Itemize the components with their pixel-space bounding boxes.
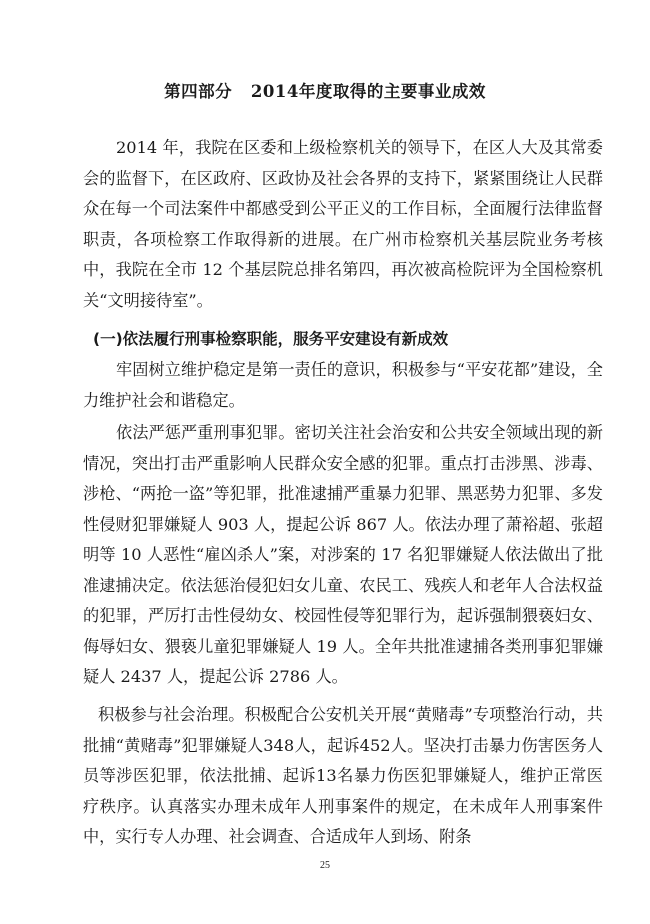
crime-punishment-paragraph: 依法严惩严重刑事犯罪。密切关注社会治安和公共安全领域出现的新情况，突出打击严重影响人民群众安全感的犯罪。重点打击涉黑、涉毒、涉枪、“两抢一盗”等犯罪，批准逮捕严重暴力犯罪、黑恶势力犯罪、多发性侵财犯罪嫌疑人 903 人，提起公诉 867 人。依法办理了萧裕超、张超明等 10 人恶性“雇凶杀人”案，对涉案的 17 名犯罪嫌疑人依法做出了批准逮捕决定。依法惩治侵犯妇女儿童、农民工、残疾人和老年人合法权益的犯罪，严厉打击性侵幼女、校园性侵等犯罪行为，起诉强制猥亵妇女、侮辱妇女、猥亵儿童犯罪嫌疑人 19 人。全年共批准逮捕各类刑事犯罪嫌疑人 2437 人，提起公诉 2786 人。 [83,423,603,686]
section-title: 第四部分 2014年度取得的主要事业成效 [164,82,486,101]
stability-paragraph: 牢固树立维护稳定是第一责任的意识，积极参与“平安花都”建设，全力维护社会和谐稳定。 [83,360,603,410]
subsection-heading: (一)依法履行刑事检察职能，服务平安建设有新成效 [93,330,449,348]
intro-paragraph: 2014 年，我院在区委和上级检察机关的领导下，在区人大及其常委会的监督下，在区政府、区政协及社会各界的支持下，紧紧围绕让人民群众在每一个司法案件中都感受到公平正义的工作目标，全面履行法律监督职责，各项检察工作取得新的进展。在广州市检察机关基层院业务考核中，我院在全市 12 个基层院总排名第四，再次被高检院评为全国检察机关“文明接待室”。 [83,138,603,310]
social-governance-paragraph: 积极参与社会治理。积极配合公安机关开展“黄赌毒”专项整治行动，共批捕“黄赌毒”犯罪嫌疑人348人，起诉452人。坚决打击暴力伤害医务人员等涉医犯罪，依法批捕、起诉13名暴力伤医犯罪嫌疑人，维护正常医疗秩序。认真落实办理未成年人刑事案件的规定，在未成年人刑事案件中，实行专人办理、社会调查、合适成年人到场、附条 [83,705,603,846]
page-number: 25 [320,860,330,871]
